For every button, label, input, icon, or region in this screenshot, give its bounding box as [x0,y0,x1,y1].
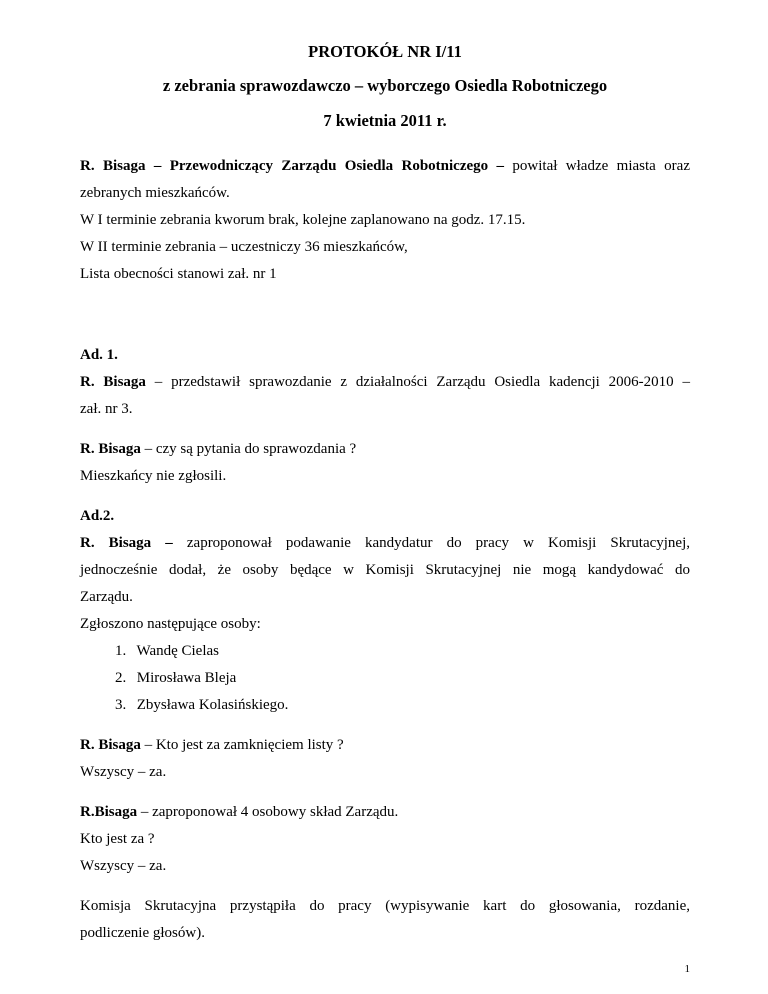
ad1-paragraph-line1 [80,369,690,396]
ad1-question-speaker: R. Bisaga [80,441,141,457]
ad2-text-line1: zaproponował podawanie kandydatur do pracy w Komisji Skrutacyjnej, [172,535,690,551]
document-title: PROTOKÓŁ NR I/11 [308,42,462,61]
ad2-close-answer: Wszyscy – za. [80,764,167,780]
ad2-list-intro: Zgłoszono następujące osoby: [80,616,261,632]
page-number: 1 [684,963,690,975]
document-page [80,32,690,947]
ad1-answer: Mieszkańcy nie zgłosili. [80,468,227,484]
intro-text-line1: powitał władze miasta oraz [504,158,690,174]
intro-text-line2: zebranych mieszkańców. [80,185,230,201]
list-item: 3. Zbysława Kolasińskiego. [115,697,289,713]
intro-list-line: Lista obecności stanowi zał. nr 1 [80,266,277,282]
intro-paragraph-line1 [80,153,690,180]
ad2-commission-line1: Komisja Skrutacyjna przystąpiła do pracy (wypisywanie kart do głosowania, rozdanie, [80,898,690,914]
ad1-text-line2: zał. nr 3. [80,401,133,417]
ad2-close-list-line [80,732,690,759]
ad2-text-line3: Zarządu. [80,589,133,605]
ad2-board-question: Kto jest za ? [80,831,155,847]
ad1-speaker: R. Bisaga [80,374,146,390]
ad1-question-line [80,436,690,463]
ad2-commission-line2: podliczenie głosów). [80,925,205,941]
ad1-text-line1: – przedstawił sprawozdanie z działalności Zarządu Osiedla kadencji 2006-2010 – [145,374,691,390]
ad2-board-answer: Wszyscy – za. [80,858,167,874]
intro-quorum-line: W I terminie zebrania kworum brak, kolejne zaplanowano na godz. 17.15. [80,212,526,228]
ad2-speaker: R. Bisaga – [80,535,173,551]
ad2-board-text: – zaproponował 4 osobowy skład Zarządu. [137,804,399,820]
document-date: 7 kwietnia 2011 r. [323,111,447,130]
ad2-board-speaker: R.Bisaga [80,804,138,820]
list-item: 1. Wandę Cielas [115,643,219,659]
ad2-close-speaker: R. Bisaga [80,737,141,753]
intro-attendance-line: W II terminie zebrania – uczestniczy 36 mieszkańców, [80,239,408,255]
document-subtitle: z zebrania sprawozdawczo – wyborczego Osiedla Robotniczego [162,76,608,95]
ad1-question-text: – czy są pytania do sprawozdania ? [140,441,357,457]
ad2-text-line2: jednocześnie dodał, że osoby będące w Komisji Skrutacyjnej nie mogą kandydować do [80,562,690,578]
list-item: 2. Mirosława Bleja [115,670,237,686]
ad1-heading: Ad. 1. [80,347,118,363]
candidate-list [80,638,690,719]
intro-speaker: R. Bisaga – Przewodniczący Zarządu Osiedla Robotniczego – [80,158,505,174]
ad2-heading: Ad.2. [80,508,115,524]
ad2-paragraph-line1 [80,530,690,557]
ad2-board-line [80,799,690,826]
ad2-close-text: – Kto jest za zamknięciem listy ? [140,737,344,753]
